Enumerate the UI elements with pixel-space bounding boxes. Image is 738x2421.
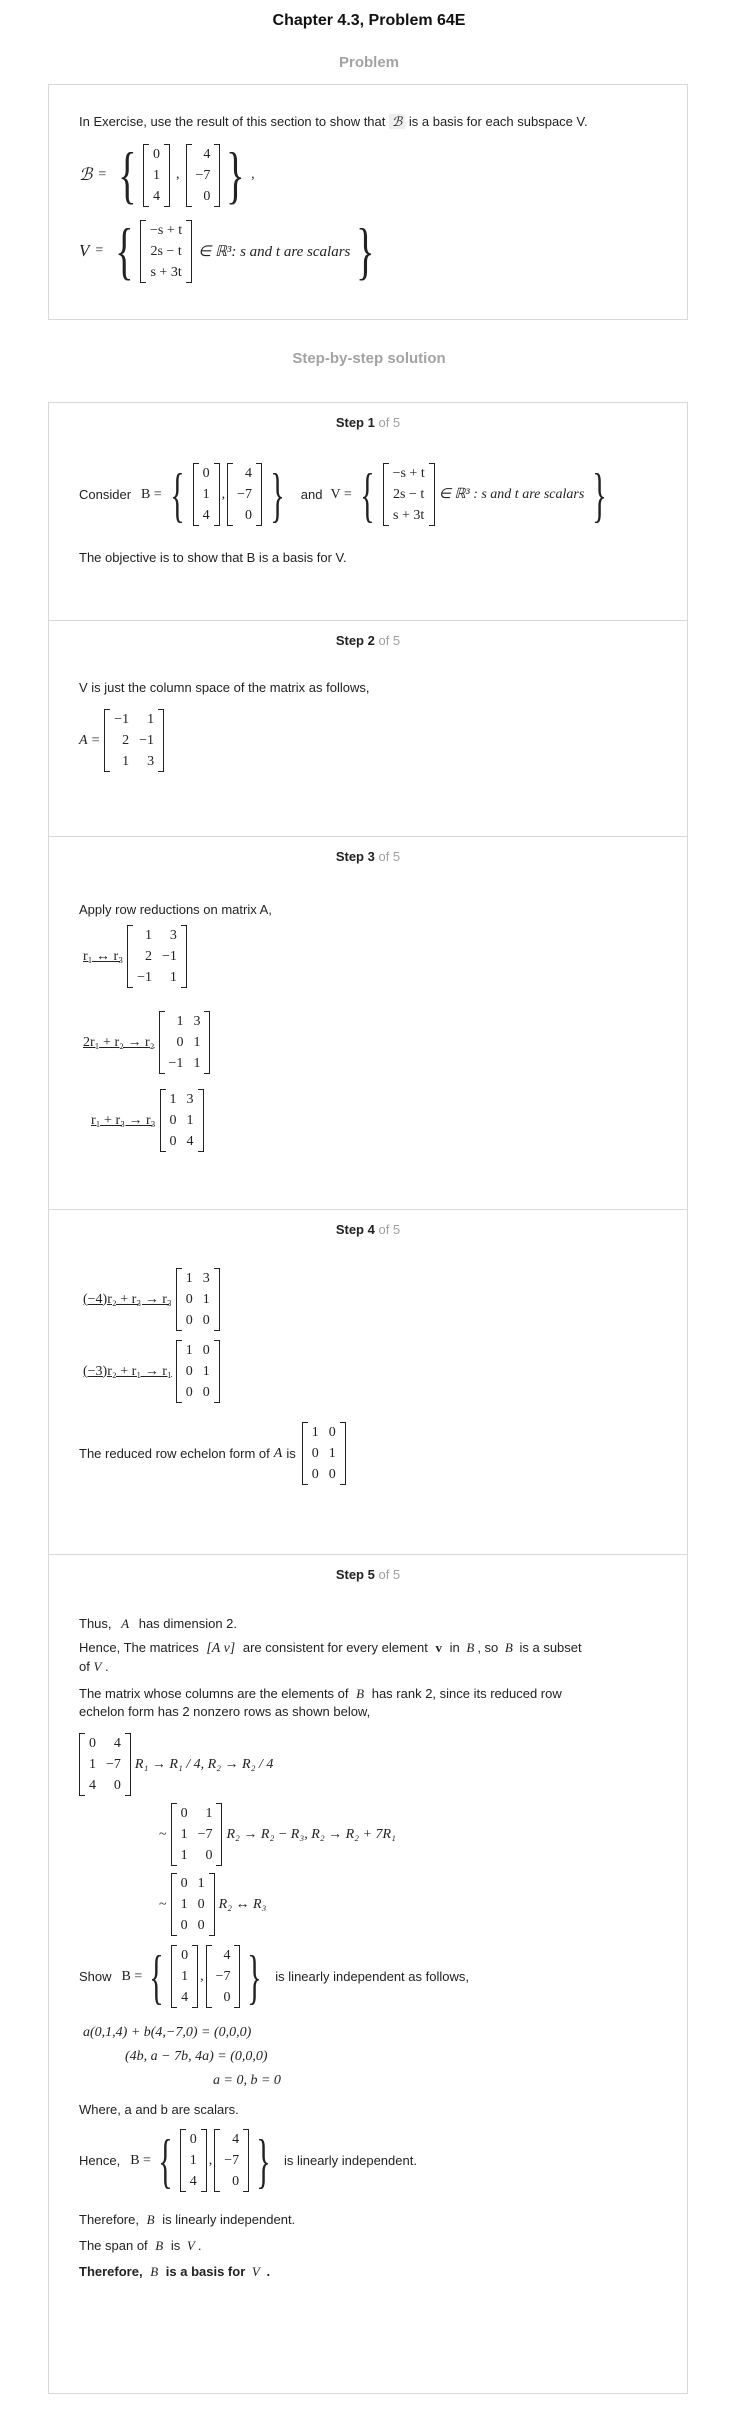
step-3-text: Apply row reductions on matrix A,	[79, 902, 272, 917]
problem-label: Problem	[338, 54, 399, 71]
step-5-reduction-3: ~ 0 1 1 0 0 0 R₂ ↔ R₃	[159, 1873, 266, 1936]
step-3-header: Step 3 of 5	[335, 849, 401, 864]
step-3-op-3: r₁ + r₃ → r₃ 1 3 0 1 0 4	[91, 1089, 204, 1152]
problem-B-definition: ℬ = { 0 1 4 , 4 −7 0 } ,	[79, 139, 255, 210]
step-5-rank: The matrix whose columns are the elements of B has rank 2, since its reduced row echelon form has 2 nonzero rows as shown below,	[79, 1686, 562, 1719]
step-4-op-2: (−3)r₂ + r₁ → r₁ 1 0 0 1 0 0	[83, 1340, 220, 1403]
step-5-conclusion: Therefore, B is a basis for V .	[79, 2264, 271, 2279]
step-5	[49, 1555, 687, 2393]
step-5-therefore-independent: Therefore, B is linearly independent.	[79, 2212, 296, 2227]
problem-box	[48, 84, 688, 320]
step-4-header: Step 4 of 5	[335, 1222, 401, 1237]
step-1-header: Step 1 of 5	[335, 415, 401, 430]
step-5-hence-independent: Hence, B = { 0 1 4 , 4 −7 0 } is linearly independent.	[79, 2127, 417, 2194]
step-1	[49, 403, 687, 621]
step-5-span: The span of B is V .	[79, 2238, 202, 2253]
solution-box	[48, 402, 688, 2394]
step-2	[49, 621, 687, 837]
step-1-consider: Consider B = { 0 1 4 , 4 −7 0 } and V = { −s + t 2s − t s + 3t ∈ ℝ³ : s and t are scalars }	[79, 461, 607, 528]
step-2-matrix-A: A = −1 1 2 −1 1 3	[79, 709, 164, 772]
step-5-where: Where, a and b are scalars.	[79, 2102, 239, 2117]
step-1-objective: The objective is to show that B is a basis for V.	[79, 550, 347, 565]
problem-V-definition: V = { −s + t 2s − t s + 3t ∈ ℝ³: s and t are scalars }	[79, 215, 375, 286]
problem-statement: In Exercise, use the result of this section to show that ℬ is a basis for each subspace V.	[79, 114, 588, 129]
step-2-text: V is just the column space of the matrix as follows,	[79, 680, 370, 695]
problem-B-vec1: 0 1 4	[143, 144, 170, 207]
problem-V-vec: −s + t 2s − t s + 3t	[140, 220, 192, 283]
step-2-header: Step 2 of 5	[335, 633, 401, 648]
solution-label: Step-by-step solution	[292, 350, 446, 367]
step-3-op-1: r₁ ↔ r₃ 1 3 2 −1 −1 1	[83, 925, 187, 988]
step-5-header: Step 5 of 5	[335, 1567, 401, 1582]
step-5-reduction-1: 0 4 1 −7 4 0 R₁ → R₁ / 4, R₂ → R₂ / 4	[79, 1733, 273, 1796]
problem-B-vec2: 4 −7 0	[186, 144, 221, 207]
step-5-hence: Hence, The matrices [A v] are consistent for every element v in B , so B is a subset of V .	[79, 1640, 582, 1674]
step-5-eq-2: (4b, a − 7b, 4a) = (0,0,0)	[125, 2049, 268, 2064]
step-5-show: Show B = { 0 1 4 , 4 −7 0 } is linearly independent as follows,	[79, 1943, 469, 2010]
step-4	[49, 1210, 687, 1555]
step-5-thus: Thus, A has dimension 2.	[79, 1616, 237, 1631]
step-4-rref: The reduced row echelon form of A is 1 0 0 1 0 0	[79, 1422, 346, 1485]
step-5-eq-3: a = 0, b = 0	[213, 2073, 281, 2088]
step-5-reduction-2: ~ 0 1 1 −7 1 0 R₂ → R₂ − R₃, R₂ → R₂ + 7R₁	[159, 1803, 396, 1866]
step-3	[49, 837, 687, 1210]
step-5-eq-1: a(0,1,4) + b(4,−7,0) = (0,0,0)	[83, 2025, 252, 2040]
step-4-op-1: (−4)r₂ + r₃ → r₃ 1 3 0 1 0 0	[83, 1268, 220, 1331]
step-3-op-2: 2r₁ + r₂ → r₂ 1 3 0 1 −1 1	[83, 1011, 210, 1074]
page-title: Chapter 4.3, Problem 64E	[272, 12, 466, 29]
